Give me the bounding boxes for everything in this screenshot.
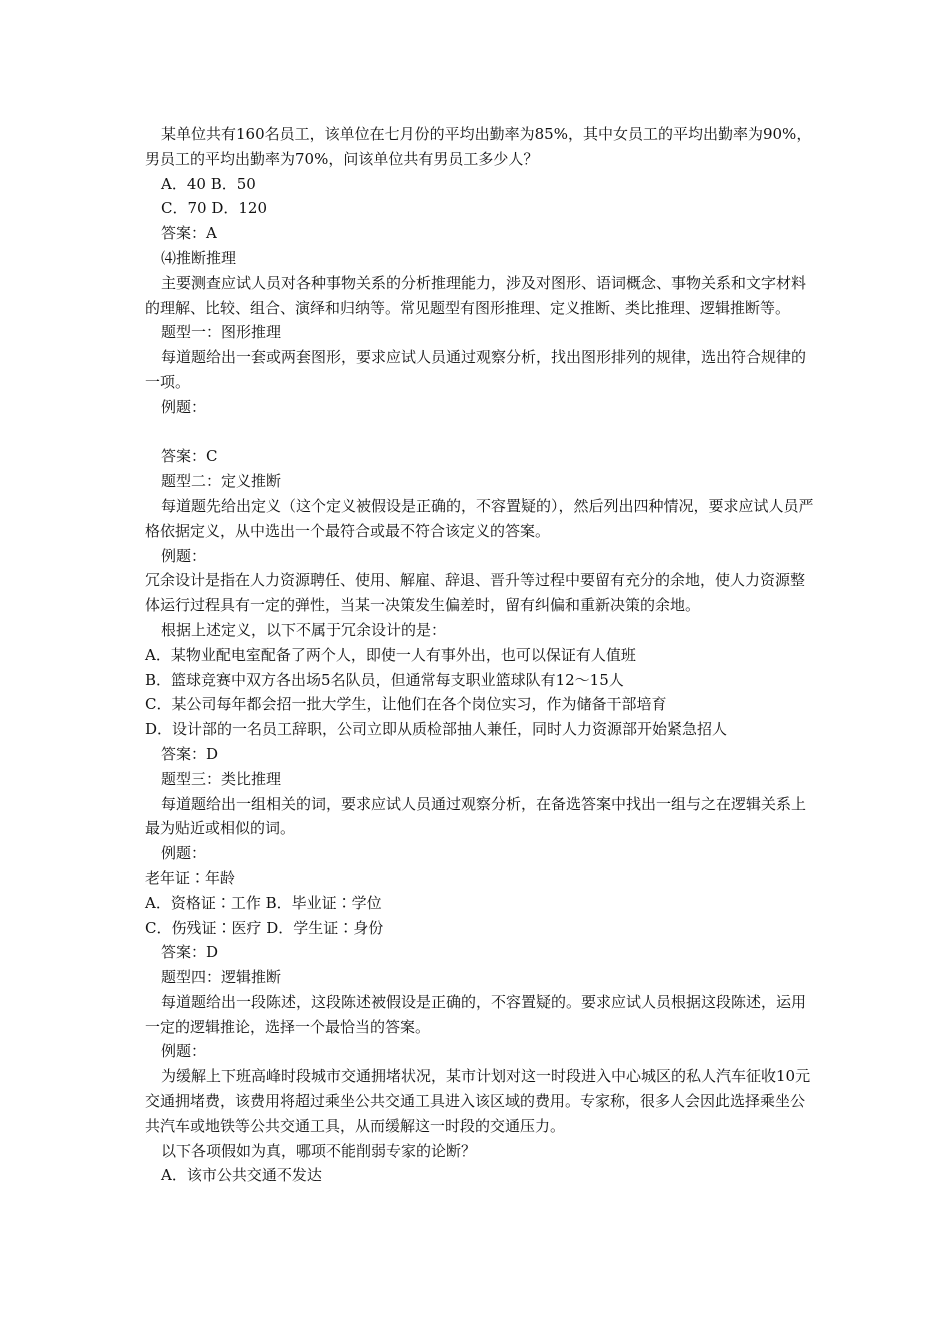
option-item: B．篮球竞赛中双方各出场5名队员，但通常每支职业篮球队有12～15人 (145, 670, 624, 689)
figure-placeholder (145, 420, 817, 445)
paragraph: 例题： (161, 397, 207, 416)
subheading: 题型二：定义推断 (161, 472, 282, 491)
paragraph: 答案：C (161, 447, 218, 466)
paragraph: 例题： (161, 546, 207, 565)
paragraph: 例题： (161, 1042, 207, 1061)
subheading: 题型三：类比推理 (161, 769, 282, 788)
paragraph: 答案：A (161, 224, 217, 243)
paragraph: 每道题给出一套或两套图形，要求应试人员通过观察分析，找出图形排列的规律，选出符合规律的一项。 (145, 348, 807, 391)
paragraph: C．70 D．120 (161, 199, 267, 218)
paragraph: 每道题先给出定义（这个定义被假设是正确的，不容置疑的），然后列出四种情况，要求应试人员严格依据定义，从中选出一个最符合或最不符合该定义的答案。 (145, 496, 814, 540)
section-heading: ⑷推断推理 (161, 248, 237, 267)
option-item: D．设计部的一名员工辞职，公司立即从质检部抽人兼任，同时人力资源部开始紧急招人 (145, 720, 728, 739)
paragraph: 老年证∶年龄 (145, 868, 236, 887)
option-item: A．该市公共交通不发达 (161, 1166, 322, 1185)
document-body (145, 122, 817, 1188)
option-item: C．伤残证∶医疗 D．学生证∶身份 (145, 918, 384, 937)
option-item: A．某物业配电室配备了两个人，即使一人有事外出，也可以保证有人值班 (145, 645, 636, 664)
paragraph: 冗余设计是指在人力资源聘任、使用、解雇、辞退、晋升等过程中要留有充分的余地，使人力资源整体运行过程具有一定的弹性，当某一决策发生偏差时，留有纠偏和重新决策的余地。 (145, 571, 806, 615)
paragraph: 答案：D (161, 744, 219, 763)
option-item: C．某公司每年都会招一批大学生，让他们在各个岗位实习，作为储备干部培育 (145, 695, 667, 714)
paragraph: 为缓解上下班高峰时段城市交通拥堵状况，某市计划对这一时段进入中心城区的私人汽车征收10元交通拥堵费，该费用将超过乘坐公共交通工具进入该区域的费用。专家称，很多人会因此选择乘坐公共汽车或地铁等公共交通工具，从而缓解这一时段的交通压力。 (145, 1067, 811, 1135)
paragraph: A．40 B．50 (161, 174, 256, 193)
paragraph: 某单位共有160名员工，该单位在七月份的平均出勤率为85%，其中女员工的平均出勤率为90%，男员工的平均出勤率为70%，问该单位共有男员工多少人？ (145, 125, 812, 168)
paragraph: 每道题给出一段陈述，这段陈述被假设是正确的，不容置疑的。要求应试人员根据这段陈述，运用一定的逻辑推论，选择一个最恰当的答案。 (145, 992, 807, 1036)
subheading: 题型一：图形推理 (161, 323, 282, 342)
subheading: 题型四：逻辑推断 (161, 968, 282, 987)
paragraph: 以下各项假如为真，哪项不能削弱专家的论断？ (161, 1141, 477, 1160)
paragraph: 例题： (161, 844, 207, 863)
paragraph: 答案：D (161, 943, 219, 962)
paragraph: 根据上述定义，以下不属于冗余设计的是： (161, 620, 447, 639)
paragraph: 每道题给出一组相关的词，要求应试人员通过观察分析，在备选答案中找出一组与之在逻辑关系上最为贴近或相似的词。 (145, 794, 807, 838)
option-item: A．资格证∶工作 B．毕业证∶学位 (145, 893, 382, 912)
paragraph: 主要测查应试人员对各种事物关系的分析推理能力，涉及对图形、语词概念、事物关系和文字材料的理解、比较、组合、演绎和归纳等。常见题型有图形推理、定义推断、类比推理、逻辑推断等。 (145, 273, 807, 317)
